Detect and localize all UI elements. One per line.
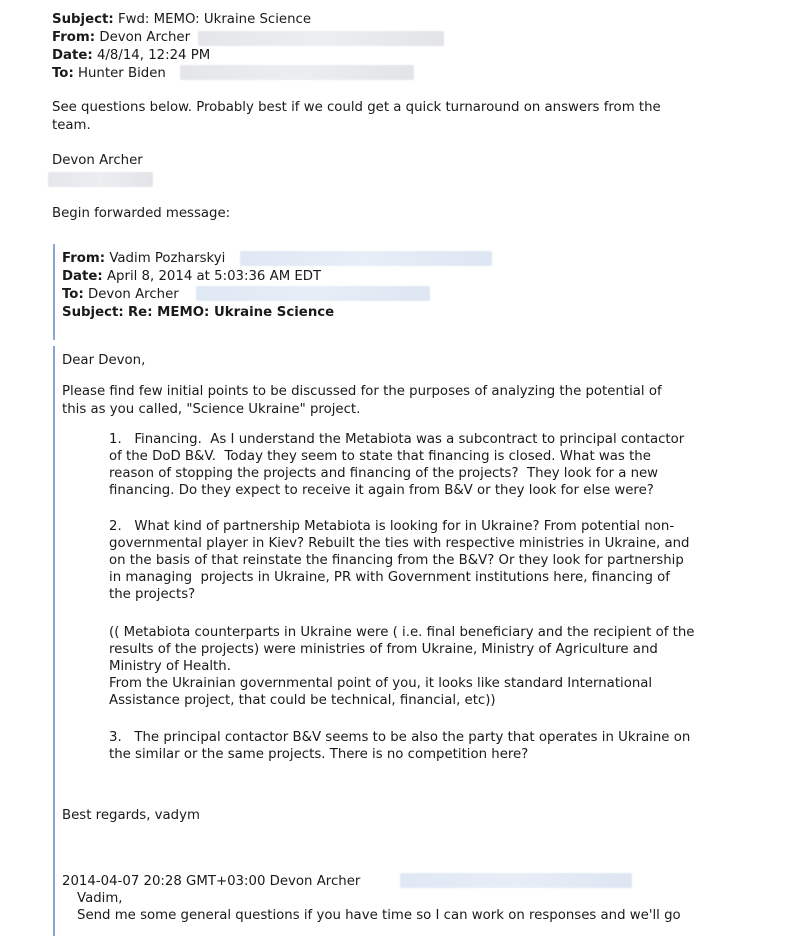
inner-subject-value: Re: MEMO: Ukraine Science xyxy=(127,305,335,320)
outer-date-line xyxy=(52,47,210,64)
item-3-line: 3. The principal contactor B&V seems to be also the party that operates in Ukraine on xyxy=(109,730,691,745)
forwarded-message-label: Begin forwarded message: xyxy=(52,206,231,221)
quote-bar-headers xyxy=(53,244,55,340)
outer-from-line xyxy=(52,29,190,46)
inner-to-value: Devon Archer xyxy=(88,287,179,302)
item-1 xyxy=(109,431,684,499)
quote-bar-body xyxy=(53,346,55,936)
outer-to-line xyxy=(52,65,166,82)
redacted-email-to xyxy=(180,65,414,80)
intro-line-1: See questions below. Probably best if we could get a quick turnaround on answers from the xyxy=(52,100,661,115)
outer-date-label: Date: xyxy=(52,48,93,63)
note-line: (( Metabiota counterparts in Ukraine were ( i.e. final beneficiary and the recipient of the xyxy=(109,625,695,640)
inner-from-label: From: xyxy=(62,251,106,266)
outer-to-label: To: xyxy=(52,66,74,81)
outer-subject-label: Subject: xyxy=(52,12,114,27)
item-1-line: of the DoD B&V. Today they seem to state that financing is closed. What was the xyxy=(109,449,651,464)
outer-subject-value: Fwd: MEMO: Ukraine Science xyxy=(117,12,312,27)
outer-from-label: From: xyxy=(52,30,96,45)
outer-to-value: Hunter Biden xyxy=(78,66,166,81)
redacted-email-vadim xyxy=(240,251,492,266)
inner-to-label: To: xyxy=(62,287,84,302)
note-line: Ministry of Health. xyxy=(109,659,231,674)
greeting: Dear Devon, xyxy=(62,353,146,368)
closing: Best regards, vadym xyxy=(62,808,200,823)
inner-subject-label: Subject: xyxy=(62,305,124,320)
item-1-line: financing. Do they expect to receive it again from B&V or they look for else were? xyxy=(109,483,654,498)
outer-from-value: Devon Archer xyxy=(99,30,191,45)
note-line: Assistance project, that could be technical, financial, etc)) xyxy=(109,693,496,708)
note-block xyxy=(109,624,695,709)
item-2-line: 2. What kind of partnership Metabiota is looking for in Ukraine? From potential non- xyxy=(109,519,675,534)
note-line: results of the projects) were ministries of from Ukraine, Ministry of Agriculture and xyxy=(109,642,658,657)
redacted-signature-phone xyxy=(48,172,153,187)
quoted-header: 2014-04-07 20:28 GMT+03:00 Devon Archer xyxy=(62,874,361,889)
inner-from-value: Vadim Pozharskyi xyxy=(109,251,226,266)
quoted-line-2: Send me some general questions if you have time so I can work on responses and we'll go xyxy=(77,908,681,923)
redacted-email-from xyxy=(198,31,444,46)
outer-date-value: 4/8/14, 12:24 PM xyxy=(96,48,211,63)
quoted-line-1: Vadim, xyxy=(77,891,123,906)
paragraph-1-line-2: this as you called, "Science Ukraine" project. xyxy=(62,402,361,417)
item-2-line: the projects? xyxy=(109,587,196,602)
note-line: From the Ukrainian governmental point of you, it looks like standard International xyxy=(109,676,653,691)
item-1-line: 1. Financing. As I understand the Metabiota was a subcontract to principal contactor xyxy=(109,432,685,447)
inner-date-value: April 8, 2014 at 5:03:36 AM EDT xyxy=(106,269,322,284)
inner-to-line xyxy=(62,286,179,303)
redacted-email-quoted xyxy=(400,873,632,888)
item-2 xyxy=(109,518,689,603)
intro-line-2: team. xyxy=(52,118,91,133)
inner-subject-line xyxy=(62,304,334,321)
item-3-line: the similar or the same projects. There is no competition here? xyxy=(109,747,529,762)
inner-date-label: Date: xyxy=(62,269,103,284)
item-1-line: reason of stopping the projects and financing of the projects? They look for a new xyxy=(109,466,659,481)
redacted-email-devon xyxy=(196,286,430,301)
inner-date-line xyxy=(62,268,321,285)
item-2-line: in managing projects in Ukraine, PR with Government institutions here, financing of xyxy=(109,570,670,585)
item-2-line: on the basis of that reinstate the financing from the B&V? Or they look for partnership xyxy=(109,553,684,568)
item-2-line: governmental player in Kiev? Rebuilt the ties with respective ministries in Ukraine, and xyxy=(109,536,690,551)
item-3 xyxy=(109,729,690,763)
outer-subject-line xyxy=(52,11,311,28)
intro-signature: Devon Archer xyxy=(52,153,143,168)
inner-from-line xyxy=(62,250,225,267)
paragraph-1-line-1: Please find few initial points to be discussed for the purposes of analyzing the potential of xyxy=(62,384,662,399)
